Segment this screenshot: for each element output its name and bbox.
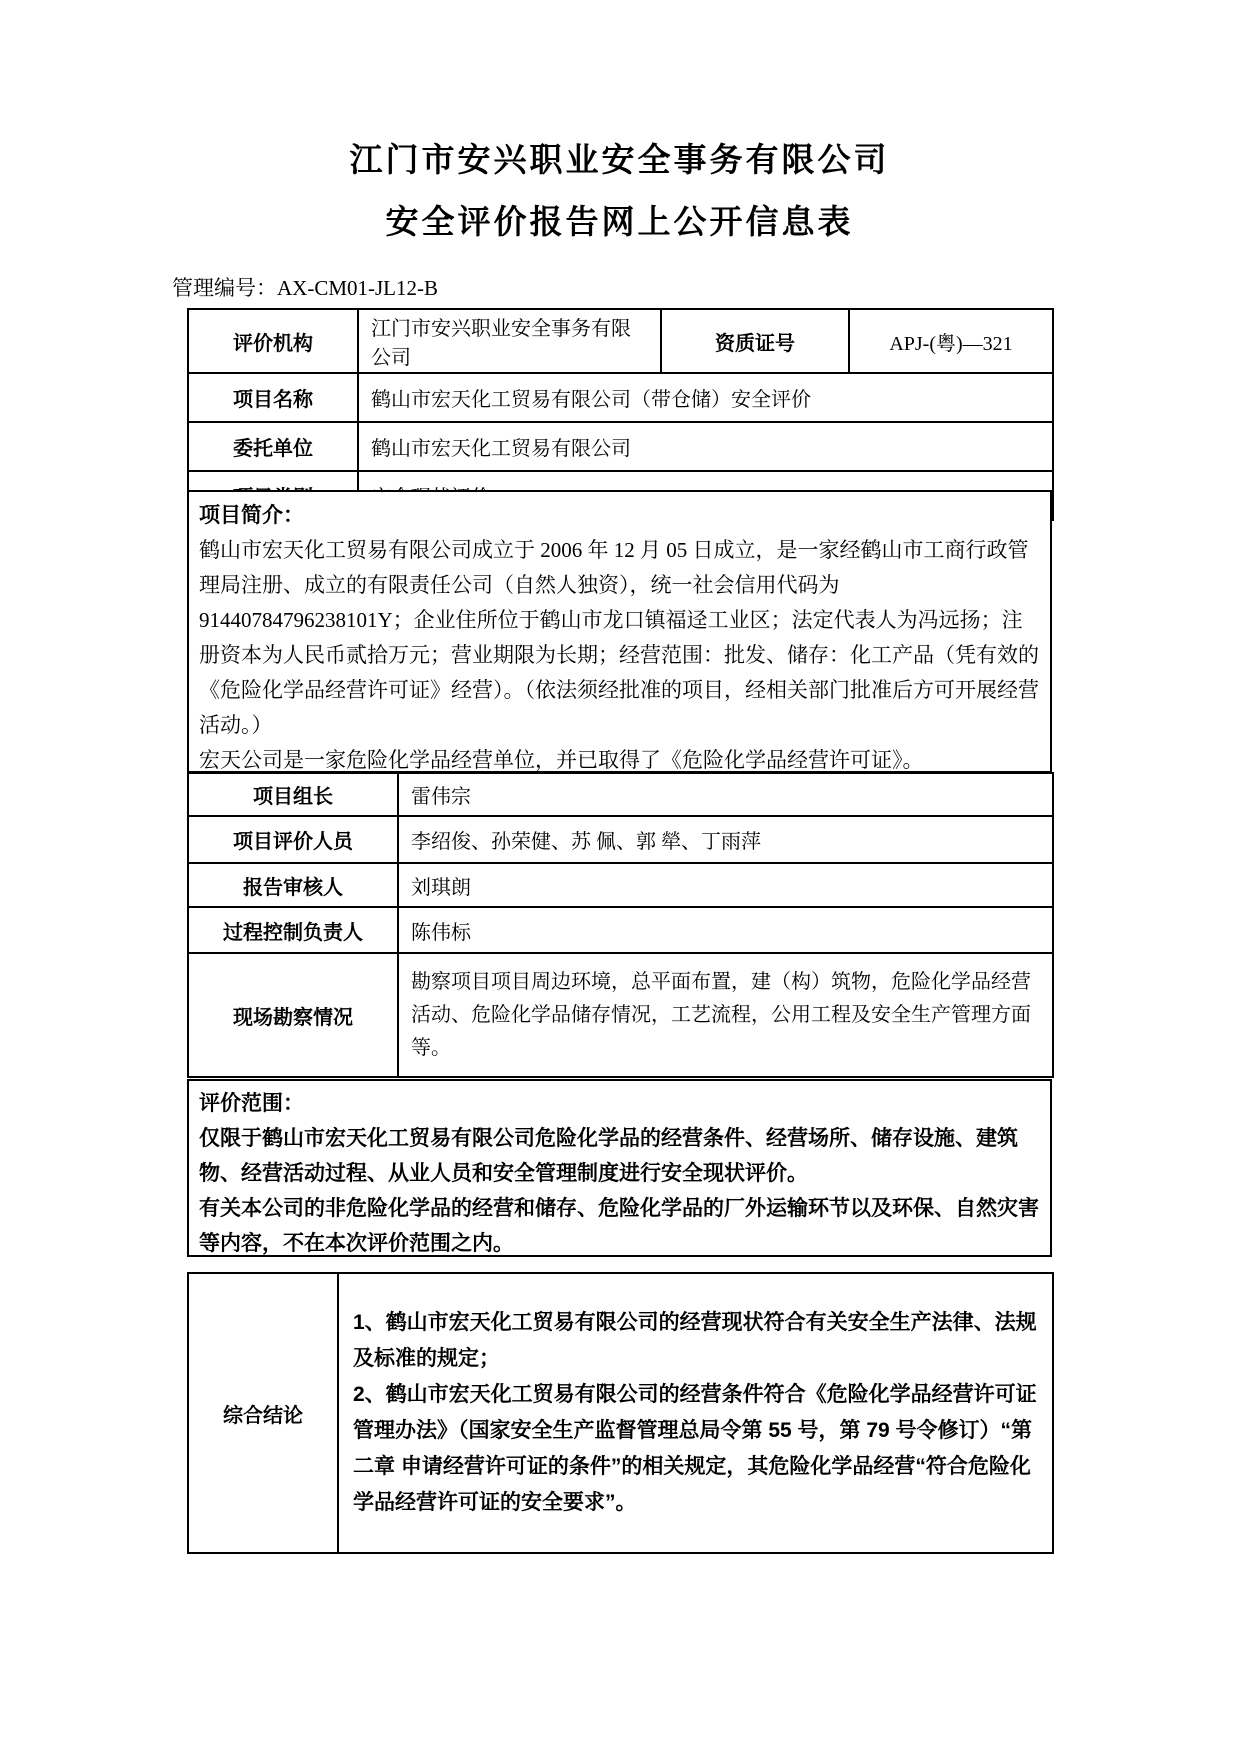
project-name-label: 项目名称 (188, 373, 358, 422)
table-row (188, 953, 1053, 1077)
client-label: 委托单位 (188, 422, 358, 471)
team-table (187, 772, 1054, 1078)
project-name-value: 鹤山市宏天化工贸易有限公司（带仓储）安全评价 (358, 373, 1053, 422)
cert-label: 资质证号 (661, 309, 849, 373)
project-intro-paragraph: 鹤山市宏天化工贸易有限公司成立于 2006 年 12 月 05 日成立，是一家经鹤山市工商行政管理局注册、成立的有限责任公司（自然人独资），统一社会信用代码为91440784796238101Y；企业住所位于鹤山市龙口镇福迳工业区；法定代表人为冯远扬；注册资本为人民币贰拾万元；营业期限为长期；经营范围：批发、储存：化工产品（凭有效的《危险化学品经营许可证》经营）。（依法须经批准的项目，经相关部门批准后方可开展经营活动。） (199, 538, 1039, 737)
doc-number-line (172, 272, 438, 302)
conclusion-item: 1、鹤山市宏天化工贸易有限公司的经营现状符合有关安全生产法律、法规及标准的规定； (353, 1311, 1037, 1370)
evaluation-scope-paragraph: 有关本公司的非危险化学品的经营和储存、危险化学品的厂外运输环节以及环保、自然灾害等内容，不在本次评价范围之内。 (199, 1197, 1039, 1255)
conclusion-item: 2、鹤山市宏天化工贸易有限公司的经营条件符合《危险化学品经营许可证管理办法》（国家安全生产监督管理总局令第 55 号，第 79 号令修订）“第二章 申请经营许可证的条件”的相关规定，其危险化学品经营“符合危险化学品经营许可证的安全要求”。 (353, 1383, 1037, 1514)
project-intro-paragraph: 宏天公司是一家危险化学品经营单位，并已取得了《危险化学品经营许可证》。 (199, 748, 924, 772)
client-value: 鹤山市宏天化工贸易有限公司 (358, 422, 1053, 471)
conclusion-label: 综合结论 (188, 1273, 338, 1553)
evaluation-scope-heading: 评价范围： (199, 1092, 304, 1115)
evaluators-label: 项目评价人员 (188, 816, 398, 863)
table-row (188, 907, 1053, 953)
leader-value: 雷伟宗 (398, 773, 1053, 816)
table-row (188, 863, 1053, 907)
evaluation-scope-box (187, 1079, 1052, 1257)
company-title: 江门市安兴职业安全事务有限公司 (349, 141, 890, 178)
leader-label: 项目组长 (188, 773, 398, 816)
reviewer-value: 刘琪朗 (398, 863, 1053, 907)
project-intro-box (187, 490, 1052, 773)
site-survey-label: 现场勘察情况 (188, 953, 398, 1077)
table-row (188, 309, 1053, 373)
conclusion-table (187, 1272, 1054, 1554)
site-survey-value: 勘察项目项目周边环境，总平面布置，建（构）筑物，危险化学品经营活动、危险化学品储存情况，工艺流程，公用工程及安全生产管理方面等。 (398, 953, 1053, 1077)
evaluation-scope-paragraph: 仅限于鹤山市宏天化工贸易有限公司危险化学品的经营条件、经营场所、储存设施、建筑物、经营活动过程、从业人员和安全管理制度进行安全现状评价。 (199, 1127, 1018, 1185)
evaluators-value: 李绍俊、孙荣健、苏 佩、郭 犖、丁雨萍 (398, 816, 1053, 863)
table-row (188, 816, 1053, 863)
process-control-label: 过程控制负责人 (188, 907, 398, 953)
reviewer-label: 报告审核人 (188, 863, 398, 907)
project-intro-heading: 项目简介： (199, 504, 304, 527)
conclusion-content (338, 1273, 1053, 1553)
process-control-value: 陈伟标 (398, 907, 1053, 953)
cert-value: APJ-(粤)—321 (849, 309, 1053, 373)
org-label: 评价机构 (188, 309, 358, 373)
table-row (188, 773, 1053, 816)
doc-number-value: AX-CM01-JL12-B (277, 276, 438, 300)
table-row (188, 1273, 1053, 1553)
table-row (188, 422, 1053, 471)
document-title: 安全评价报告网上公开信息表 (385, 203, 854, 240)
org-value: 江门市安兴职业安全事务有限公司 (358, 309, 661, 373)
doc-number-label: 管理编号： (172, 276, 277, 300)
table-row (188, 373, 1053, 422)
